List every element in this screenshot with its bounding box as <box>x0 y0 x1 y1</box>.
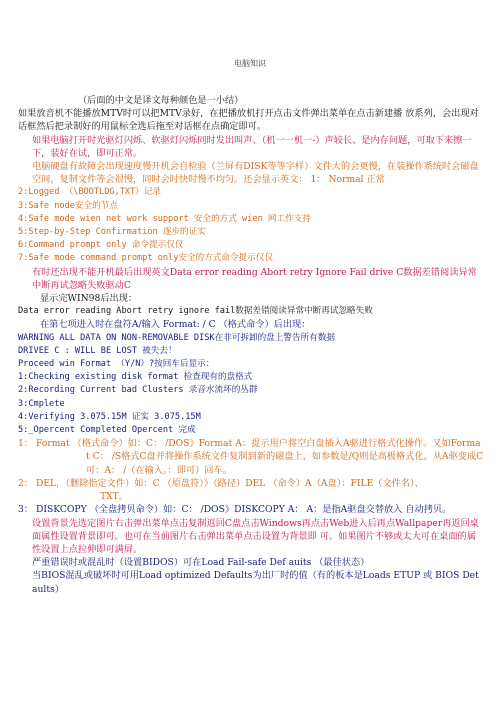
paragraph-mtv: 如果放音机不能播放MTV时可以把MTV录好，在把播放机打开点击文件弹出菜单在点击新建播 放系列，会出现对话框然后把录制好的用鼠标全选后拖至对话框在点确定即可。 <box>18 108 479 133</box>
paragraph-memory: 如果电脑打开时光驱灯闪烁、软驱灯闪烁同时发出叫声、（机一一机一-）声较长、是内存问题，可取下来擦一下，装好在试，即可正常。 <box>32 134 472 159</box>
document-body <box>18 94 484 596</box>
line-data-error-reading: Data error reading Abort retry ignore fail数据差错阅读异常中断再试忽略失败 <box>18 306 373 317</box>
paragraph-data-error: 有时还出现不能开机最后出现英文Data error reading Abort retry Ignore Fail drive C数据差错阅读异常中断再试忽略失败驱动C <box>32 266 477 291</box>
command-del: 2： DEL，（删除指定文件）如：C （原盘符）》（路径）DEL （命令）A（A盘）：FILE（文件名）、 <box>18 477 424 489</box>
option-command-prompt: 6:Command prompt only 命令提示仅仅 <box>18 240 184 251</box>
option-logged: 2:Logged （\BOOTLDG,TXT）记录 <box>18 187 162 198</box>
line-format-intro: 在第七项进入时在盘符A/输入 Format: / C （格式命令）后出现： <box>40 319 311 331</box>
paragraph-disk-fault: 电脑硬盘有故障会出现速度慢开机会自检验（兰屏有DISK等等字样）文件大的会更慢，在装操作系统时会磁盘空间，复制文件等会很慢，同时会时快时慢不均匀。还会显示英文： 1： Normal 正常 <box>32 161 479 186</box>
step-complete: 3:Cmplete <box>18 398 65 409</box>
line-warning: WARNING ALL DATA ON NON-REMOVABLE DISK在非可拆卸的盘上警告所有数据 <box>18 332 335 343</box>
command-del-ext: TXT。 <box>100 491 128 503</box>
paragraph-wallpaper: 设置背景先选定图片右击弹出菜单点击复制返回C盘点击Windows再点击Web进入后再点Wallpaper再返回桌面属性设置背景即可。也可在当前图片右击弹出菜单点击设置为背景即 可。如果图片不够或太大可在桌面的属性设置上点拉伸即可满屏。 <box>32 517 479 555</box>
line-proceed: Proceed win Format （Y/N）?按回车后显示： <box>18 359 215 370</box>
step-recording: 2:Recording Current bad Clusters 录音水流坏的丛群 <box>18 385 258 396</box>
option-safe-command-prompt: 7:Safe mode command prompt only安全的方式命令提示仅仅 <box>18 253 273 264</box>
step-percent: 5:_Opercent Completed Opercent 完成 <box>18 425 196 436</box>
line-win98: 显示完WIN98后出现： <box>40 293 138 305</box>
step-verifying: 4:Verifying 3.075.15M 证实 3.075.15M <box>18 411 201 422</box>
step-checking: 1:Checking existing disk format 检查现有的盘格式 <box>18 372 253 383</box>
page-header: 电脑知识 <box>234 59 266 68</box>
translation-note: （后面的中文是译文每种颜色是一小结） <box>78 95 244 106</box>
option-step-by-step: 5:Step-by-Step Confirmation 逐步的证实 <box>18 227 206 238</box>
line-drive-lost: DRIVEE C : WILL BE LOST 被失去！ <box>18 345 177 356</box>
line-bios-failsafe: 严重错误时或混乱时（设置BIDOS）可在Load Fail-safe Def auits （最佳状态） <box>32 557 370 569</box>
command-format: 1： Format （格式命令）如：C： /DOS》Format A：提示用户将空白盘插入A驱进行格式化操作。又如Format C： /S格式C盘并将操作系统文件复制到新的磁盘上，如参数是/Q则是高极格式化。从A驱变成C可：A： /（在输入。：即可）回车。 <box>18 438 484 476</box>
option-safe-network: 4:Safe mode wien net work support 安全的方式 wien 网工作支持 <box>18 213 311 224</box>
command-diskcopy: 3： DISKCOPY （全盘拷贝命令）如：C： /DOS》DISKCOPY A： A：是指A驱盘交替放入 自动拷贝。 <box>18 504 452 516</box>
line-bios-optimized: 当BIOS混乱或破坏时可用Load optimized Defaults为出厂时的值（有的板本是Loads ETUP 或 BIOS Detaults） <box>32 570 479 595</box>
option-safe-node: 3:Safe node安全的节点 <box>18 200 118 211</box>
